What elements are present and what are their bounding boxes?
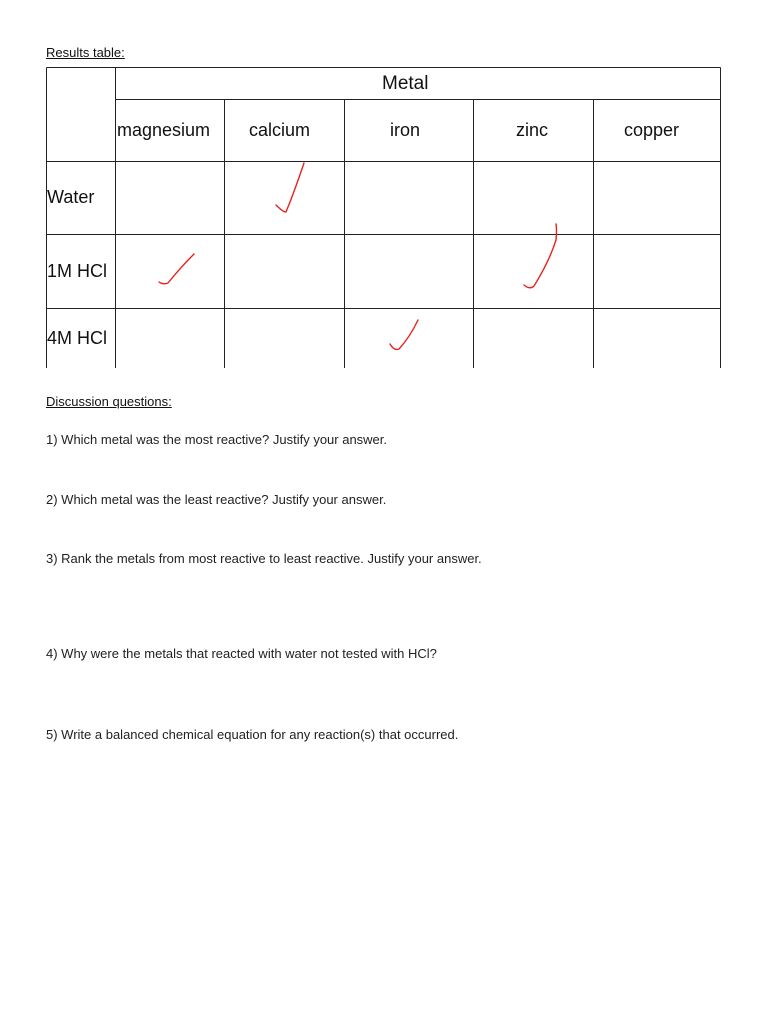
row-label-4m-hcl: 4M HCl [47, 328, 108, 348]
metal-header-magnesium: magnesium [117, 120, 211, 140]
row-label-1m-hcl: 1M HCl [47, 261, 108, 281]
checkmarks-layer [0, 0, 768, 400]
metal-header-iron: iron [390, 120, 421, 140]
metal-header-calcium: calcium [249, 120, 311, 140]
check-icon [524, 224, 557, 288]
metal-header-copper: copper [624, 120, 680, 140]
row-label-water: Water [47, 187, 95, 207]
check-icon [390, 320, 418, 349]
results-heading: Results table: [46, 45, 125, 60]
discussion-heading: Discussion questions: [46, 394, 172, 409]
metal-group-header: Metal [382, 73, 429, 94]
question-2: 2) Which metal was the least reactive? Justify your answer. [46, 492, 387, 507]
question-5: 5) Write a balanced chemical equation for any reaction(s) that occurred. [46, 727, 459, 742]
question-1: 1) Which metal was the most reactive? Justify your answer. [46, 432, 388, 447]
check-icon [276, 163, 304, 212]
metal-header-zinc: zinc [516, 120, 549, 140]
check-icon [159, 254, 194, 284]
question-3: 3) Rank the metals from most reactive to least reactive. Justify your answer. [46, 551, 482, 566]
question-4: 4) Why were the metals that reacted with water not tested with HCl? [46, 646, 437, 661]
